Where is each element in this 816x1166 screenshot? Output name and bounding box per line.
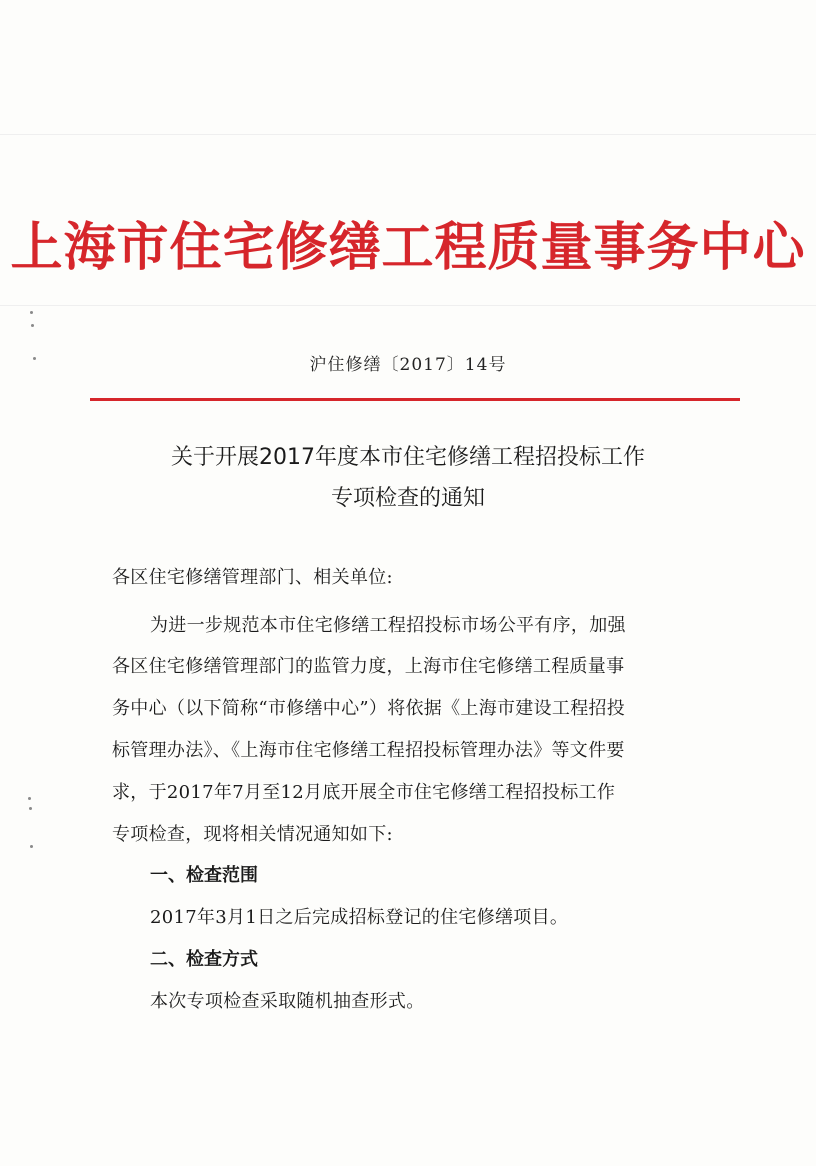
scan-speck — [31, 324, 34, 327]
paragraph-line: 标管理办法》、《上海市住宅修缮工程招投标管理办法》等文件要 — [112, 740, 625, 761]
section-heading-scope: 一、检查范围 — [150, 865, 258, 886]
scan-speck — [29, 807, 32, 810]
document-title-line-2: 专项检查的通知 — [330, 486, 485, 511]
paragraph-line: 各区住宅修缮管理部门的监管力度，上海市住宅修缮工程质量事 — [112, 656, 625, 677]
section-text-scope: 2017年3月1日之后完成招标登记的住宅修缮项目。 — [150, 907, 569, 928]
paragraph-line: 为进一步规范本市住宅修缮工程招投标市场公平有序，加强 — [150, 615, 626, 636]
salutation: 各区住宅修缮管理部门、相关单位: — [112, 567, 393, 588]
document-number: 沪住修缮〔2017〕14号 — [309, 355, 507, 375]
scan-artifact-line — [0, 305, 816, 306]
scan-speck — [30, 845, 33, 848]
issuer-letterhead: 上海市住宅修缮工程质量事务中心 — [10, 217, 806, 278]
section-heading-method: 二、检查方式 — [150, 949, 258, 970]
paragraph-line: 专项检查，现将相关情况通知如下: — [112, 824, 393, 845]
scan-speck — [30, 311, 33, 314]
paragraph-line: 求，于2017年7月至12月底开展全市住宅修缮工程招投标工作 — [112, 782, 616, 803]
document-title-line-1: 关于开展2017年度本市住宅修缮工程招投标工作 — [171, 445, 645, 470]
scan-speck — [28, 797, 31, 800]
section-text-method: 本次专项检查采取随机抽查形式。 — [150, 991, 425, 1012]
paragraph-line: 务中心（以下简称“市修缮中心”）将依据《上海市建设工程招投 — [112, 698, 626, 719]
letterhead-divider — [90, 398, 740, 401]
scan-artifact-line — [0, 134, 816, 135]
